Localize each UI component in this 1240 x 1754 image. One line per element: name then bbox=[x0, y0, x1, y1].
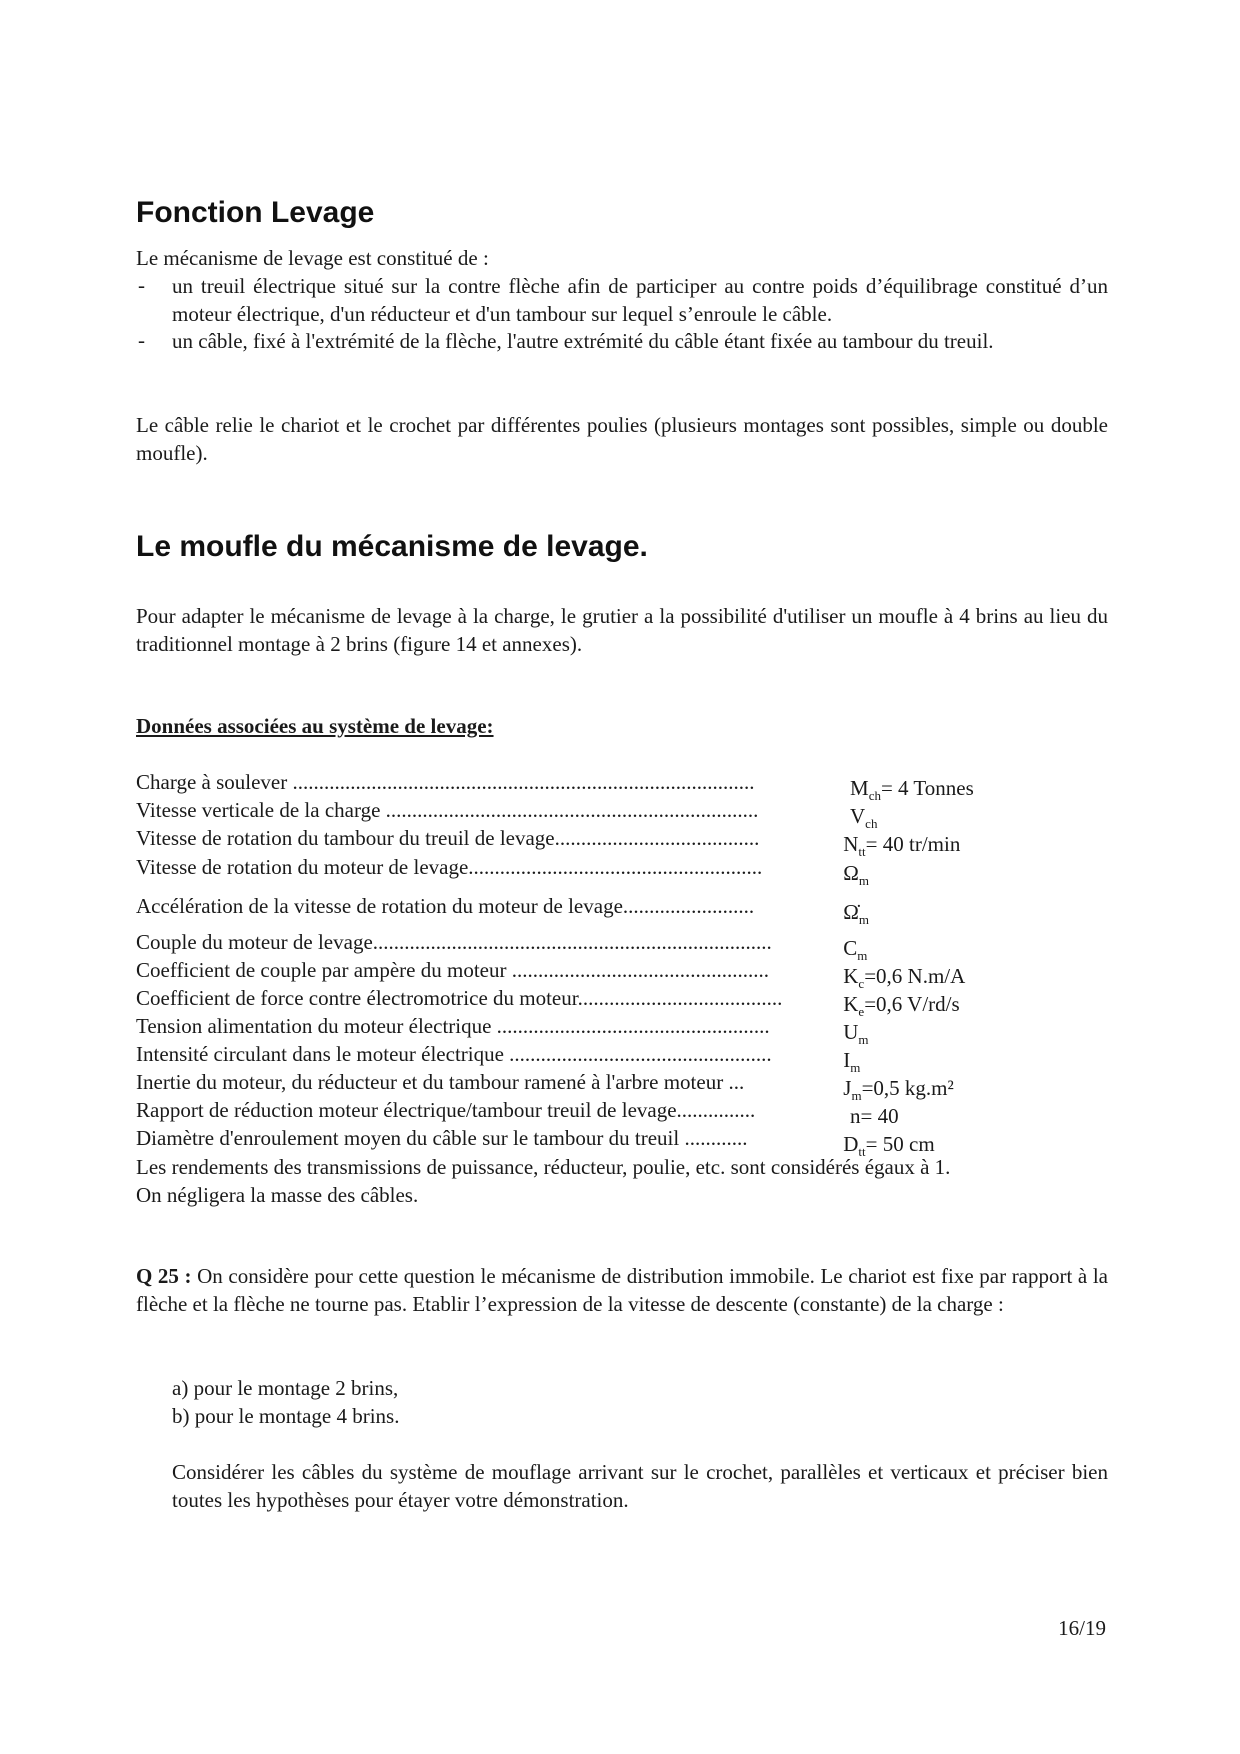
param-label: Couple du moteur de levage............................................................................ bbox=[136, 930, 772, 954]
param-label: Inertie du moteur, du réducteur et du tambour ramené à l'arbre moteur ... bbox=[136, 1070, 745, 1094]
param-label: Vitesse de rotation du tambour du treuil de levage....................................... bbox=[136, 826, 760, 850]
bullet-marker: - bbox=[138, 273, 145, 297]
data-section-title: Données associées au système de levage: bbox=[136, 714, 494, 738]
question-q25 bbox=[136, 1263, 1108, 1318]
param-row bbox=[136, 855, 869, 889]
param-symbol: U bbox=[838, 1020, 859, 1044]
param-subscript: m bbox=[858, 912, 869, 928]
param-symbol: K bbox=[838, 964, 859, 988]
param-value: =0,6 V/rd/s bbox=[864, 992, 960, 1016]
param-row bbox=[136, 958, 966, 992]
param-row bbox=[136, 770, 974, 804]
param-subscript: e bbox=[858, 1004, 865, 1020]
list-marker: a) bbox=[172, 1376, 189, 1400]
param-label: Tension alimentation du moteur électrique .................................................... bbox=[136, 1014, 770, 1038]
param-symbol: C bbox=[838, 936, 858, 960]
param-value: = 40 bbox=[860, 1104, 899, 1128]
param-label: Vitesse de rotation du moteur de levage........................................................ bbox=[136, 855, 763, 879]
param-subscript: m bbox=[858, 873, 869, 889]
param-row bbox=[136, 826, 961, 860]
param-label: Charge à soulever ........................................................................................ bbox=[136, 770, 755, 794]
param-row bbox=[136, 1126, 935, 1160]
list-text: pour le montage 4 brins. bbox=[194, 1404, 400, 1428]
list-item bbox=[172, 1403, 399, 1431]
param-value: = 40 tr/min bbox=[865, 832, 961, 856]
bullet-treuil: un treuil électrique situé sur la contre flèche afin de participer au contre poids d’équilibrage constitué d’un moteur électrique, d'un réducteur et d'un tambour sur lequel s’enroule le câble. bbox=[172, 274, 1108, 326]
list-marker: b) bbox=[172, 1404, 190, 1428]
page-number: 16/19 bbox=[1058, 1616, 1106, 1640]
rendements-text: Les rendements des transmissions de puissance, réducteur, poulie, etc. sont considérés égaux à 1. bbox=[136, 1155, 951, 1179]
param-subscript: m bbox=[858, 1032, 869, 1048]
param-symbol: D bbox=[838, 1132, 859, 1156]
param-subscript: c bbox=[858, 976, 865, 992]
param-symbol: J bbox=[838, 1076, 852, 1100]
param-label: Rapport de réduction moteur électrique/tambour treuil de levage............... bbox=[136, 1098, 756, 1122]
param-row bbox=[136, 986, 960, 1020]
param-symbol: N bbox=[838, 832, 859, 856]
param-subscript: tt bbox=[858, 1144, 866, 1160]
param-row bbox=[136, 1014, 869, 1048]
section-title-moufle: Le moufle du mécanisme de levage. bbox=[136, 530, 648, 563]
param-value: = 4 Tonnes bbox=[880, 776, 974, 800]
question-label: Q 25 : bbox=[136, 1264, 192, 1288]
param-row bbox=[136, 1098, 899, 1128]
param-subscript: m bbox=[851, 1088, 862, 1104]
param-row bbox=[136, 1042, 861, 1076]
param-label: Coefficient de couple par ampère du moteur ................................................. bbox=[136, 958, 769, 982]
list-item bbox=[172, 1375, 398, 1403]
list-text: pour le montage 2 brins, bbox=[193, 1376, 399, 1400]
param-value: =0,6 N.m/A bbox=[864, 964, 966, 988]
param-symbol: M bbox=[850, 776, 869, 800]
param-symbol: n bbox=[850, 1104, 861, 1128]
bullet-marker: - bbox=[138, 328, 145, 352]
param-value: =0,5 kg.m² bbox=[861, 1076, 954, 1100]
masse-text: On négligera la masse des câbles. bbox=[136, 1183, 419, 1207]
param-value: = 50 cm bbox=[865, 1132, 935, 1156]
param-label: Vitesse verticale de la charge ....................................................................... bbox=[136, 798, 759, 822]
param-symbol: I bbox=[838, 1048, 851, 1072]
param-symbol: Ω bbox=[838, 861, 859, 885]
param-subscript: m bbox=[850, 1060, 861, 1076]
paragraph-cable-poulies: Le câble relie le chariot et le crochet par différentes poulies (plusieurs montages sont possibles, simple ou double moufle). bbox=[136, 413, 1108, 465]
paragraph-moufle: Pour adapter le mécanisme de levage à la charge, le grutier a la possibilité d'utiliser un moufle à 4 brins au lieu du traditionnel montage à 2 brins (figure 14 et annexes). bbox=[136, 604, 1108, 656]
question-text: On considère pour cette question le mécanisme de distribution immobile. Le chariot est fixe par rapport à la flèche et la flèche ne tourne pas. Etablir l’expression de la vitesse de descente (constante) de la charge : bbox=[136, 1264, 1108, 1316]
param-subscript: ch bbox=[868, 788, 881, 804]
param-subscript: ch bbox=[865, 816, 878, 832]
param-row bbox=[136, 1070, 954, 1104]
param-symbol: V bbox=[850, 804, 866, 828]
section-title-fonction-levage: Fonction Levage bbox=[136, 196, 375, 229]
instruction-note: Considérer les câbles du système de mouflage arrivant sur le crochet, parallèles et verticaux et préciser bien toutes les hypothèses pour étayer votre démonstration. bbox=[172, 1460, 1108, 1512]
param-row bbox=[136, 798, 878, 832]
param-label: Diamètre d'enroulement moyen du câble sur le tambour du treuil ............ bbox=[136, 1126, 748, 1150]
param-row bbox=[136, 894, 869, 928]
param-label: Coefficient de force contre électromotrice du moteur....................................... bbox=[136, 986, 783, 1010]
param-label: Accélération de la vitesse de rotation du moteur de levage......................... bbox=[136, 894, 755, 918]
param-subscript: m bbox=[857, 948, 868, 964]
intro-text: Le mécanisme de levage est constitué de : bbox=[136, 246, 489, 270]
param-symbol: K bbox=[838, 992, 859, 1016]
param-subscript: tt bbox=[858, 844, 866, 860]
bullet-cable: un câble, fixé à l'extrémité de la flèche, l'autre extrémité du câble étant fixée au tambour du treuil. bbox=[172, 329, 994, 353]
param-symbol: Ω̇ bbox=[838, 900, 859, 924]
param-label: Intensité circulant dans le moteur électrique .................................................. bbox=[136, 1042, 772, 1066]
param-row bbox=[136, 930, 868, 964]
